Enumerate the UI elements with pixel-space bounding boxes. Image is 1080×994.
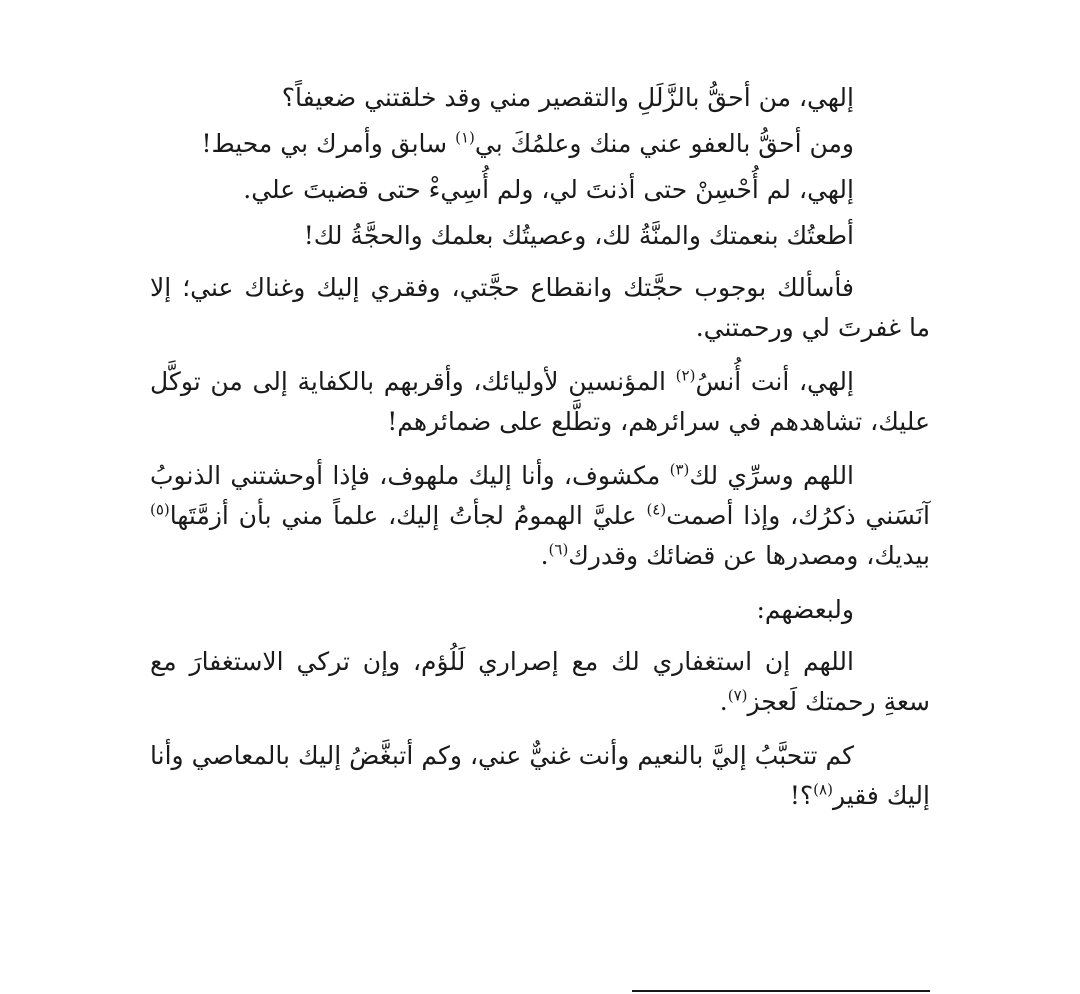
paragraph-text: أطعتُك بنعمتك والمنَّةُ لك، وعصيتُك بعلمك والحجَّةُ لك! — [303, 221, 854, 250]
paragraph-text: إلهي، لم أُحْسِنْ حتى أذنتَ لي، ولم أُسِيءْ حتى قضيتَ علي. — [243, 175, 854, 204]
footnote-marker: (٨) — [813, 780, 833, 799]
footnote-marker: (٦) — [548, 540, 569, 559]
footnote-marker: (٣) — [669, 460, 690, 479]
footnote-separator-rule — [632, 990, 930, 992]
paragraph-text: ومن أحقُّ بالعفو عني منك وعلمُكَ بي — [474, 129, 854, 158]
paragraph — [150, 642, 930, 722]
paragraph-text: ولبعضهم: — [756, 595, 854, 624]
paragraph-text: اللهم إن استغفاري لك مع إصراري لَلُؤم، وإن تركي الاستغفارَ مع سعةِ رحمتك لَعجز — [150, 647, 930, 716]
paragraph-text: إلهي، أنت أُنسُ — [695, 367, 854, 396]
paragraph — [150, 362, 930, 442]
footnote-marker: (٧) — [727, 686, 748, 705]
paragraph-text: عليَّ الهمومُ لجأتُ إليك، علماً مني بأن أزمَّتَها — [169, 501, 647, 530]
paragraph-text: اللهم وسرِّي لك — [689, 461, 855, 490]
paragraph — [150, 456, 930, 576]
footnote-marker: (٤) — [646, 500, 667, 519]
paragraph-text: إلهي، من أحقُّ بالزَّلَلِ والتقصير مني وقد خلقتني ضعيفاً؟ — [281, 83, 854, 112]
document-body — [150, 78, 930, 816]
paragraph — [150, 216, 930, 256]
paragraph-text: سابق وأمرك بي محيط! — [201, 129, 456, 158]
paragraph-text: . — [540, 541, 549, 570]
paragraph-text: مكشوف، وأنا إليك ملهوف، فإذا أوحشتني الذنوبُ آنَسَني ذكرُك، وإذا أصمت — [150, 461, 931, 530]
paragraph-text: المؤنسين لأوليائك، وأقربهم بالكفاية إلى من توكَّل عليك، تشاهدهم في سرائرهم، وتطَّلع على ضمائرهم! — [150, 367, 930, 436]
paragraph — [150, 736, 930, 816]
footnote-marker: (١) — [455, 128, 475, 147]
paragraph — [150, 590, 930, 630]
paragraph — [150, 124, 930, 164]
paragraph-text: كم تتحبَّبُ إليَّ بالنعيم وأنت غنيٌّ عني، وكم أتبغَّضُ إليك بالمعاصي وأنا إليك فقير — [150, 741, 930, 810]
paragraph — [150, 268, 930, 348]
paragraph — [150, 170, 930, 210]
footnote-marker: (٥) — [150, 500, 170, 519]
paragraph-text: . — [719, 687, 728, 716]
paragraph — [150, 78, 930, 118]
paragraph-text: بيديك، ومصدرها عن قضائك وقدرك — [568, 541, 930, 570]
footnote-marker: (٢) — [675, 366, 696, 385]
paragraph-text: فأسألك بوجوب حجَّتك وانقطاع حجَّتي، وفقري إليك وغناك عني؛ إلا ما غفرتَ لي ورحمتني. — [150, 273, 930, 342]
paragraph-text: ؟! — [789, 781, 814, 810]
